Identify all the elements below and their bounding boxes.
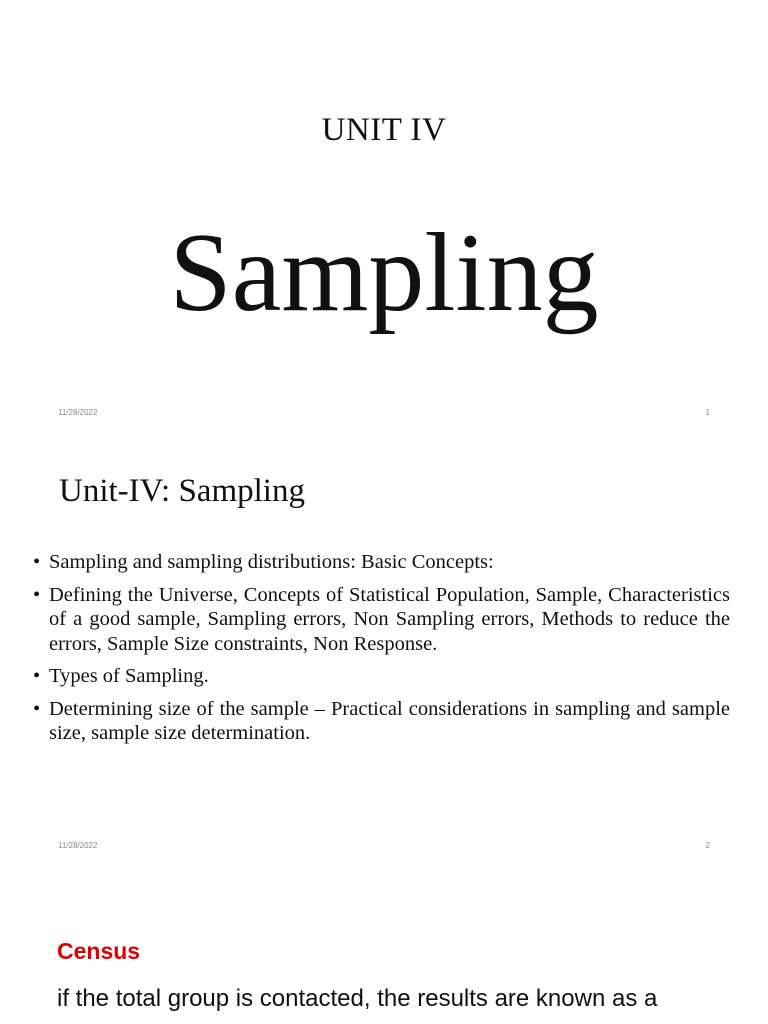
slide-1 — [0, 0, 768, 433]
slide-title: Unit-IV: Sampling — [59, 473, 305, 509]
section-heading: Census — [57, 938, 141, 964]
list-item-text: Determining size of the sample – Practical considerations in sampling and sample size, sample size determination. — [49, 697, 730, 744]
list-item — [33, 583, 730, 657]
footer-date: 11/28/2022 — [58, 841, 98, 850]
bullet-icon: • — [33, 551, 41, 573]
bullet-icon: • — [33, 665, 41, 687]
slide-3 — [0, 866, 768, 1024]
slide-title: Sampling — [169, 211, 599, 335]
slide-2 — [0, 433, 768, 866]
list-item-text: Types of Sampling. — [49, 665, 209, 687]
list-item — [33, 664, 730, 689]
list-item-text: Defining the Universe, Concepts of Statistical Population, Sample, Characteristics of a good sample, Sampling errors, Non Sampling errors, Methods to reduce the errors, Sample Size constraints, Non Response. — [49, 583, 730, 655]
unit-label: UNIT IV — [321, 112, 447, 148]
page-number: 1 — [705, 408, 710, 417]
list-item — [33, 697, 730, 746]
list-item-text: Sampling and sampling distributions: Basic Concepts: — [49, 551, 494, 573]
bullet-list — [33, 550, 730, 754]
bullet-icon: • — [33, 697, 41, 720]
list-item — [33, 550, 730, 575]
bullet-icon: • — [33, 583, 41, 606]
footer-date: 11/28/2022 — [58, 408, 98, 417]
body-text: if the total group is contacted, the results are known as a — [57, 985, 658, 1012]
page-number: 2 — [705, 841, 710, 850]
